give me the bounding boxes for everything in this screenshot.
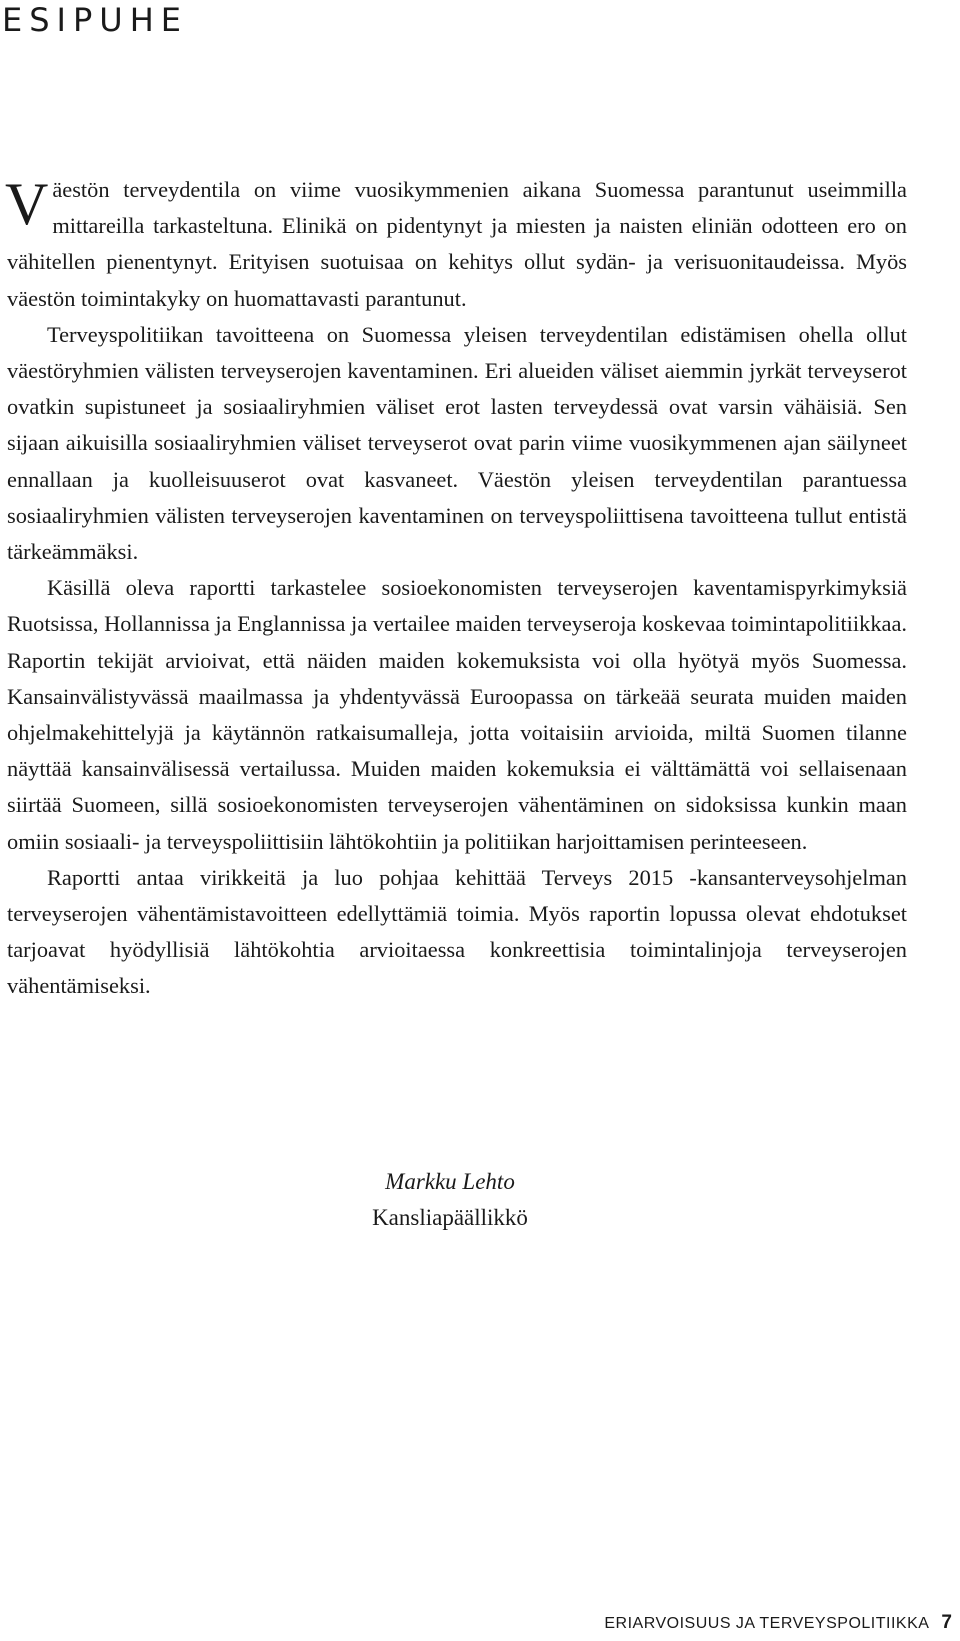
page-footer — [604, 1612, 952, 1634]
drop-cap: V — [5, 171, 49, 237]
signature-title: Kansliapäällikkö — [372, 1205, 528, 1230]
preface-body — [7, 172, 907, 1005]
paragraph-4: Raportti antaa virikkeitä ja luo pohjaa kehittää Terveys 2015 -kansanterveysohjelman terveyserojen vähentämistavoitteen edellyttämiä toimia. Myös raportin lopussa olevat ehdotukset tarjoavat hyödyllisiä lähtökohtia arvioitaessa konkreettisia toimintalinjoja terveyserojen vähentämiseksi. — [7, 864, 907, 999]
paragraph-1-text: äestön terveydentila on viime vuosikymmenien aikana Suomessa parantunut useimmilla mittareilla tarkasteltuna. Elinikä on pidentynyt ja miesten ja naisten eliniän odotteen ero on vähitellen pienentynyt. Erityisen suotuisaa on kehitys ollut sydän- ja verisuonitaudeissa. Myös väestön toimintakyky on huomattavasti parantunut. — [7, 177, 907, 311]
footer-publication-title: ERIARVOISUUS JA TERVEYSPOLITIIKKA — [604, 1615, 930, 1632]
page-heading: ESIPUHE — [2, 1, 188, 39]
paragraph-3: Käsillä oleva raportti tarkastelee sosioekonomisten terveyserojen kaventamispyrkimyksiä Ruotsissa, Hollannissa ja Englannissa ja vertailee maiden terveyseroja koskevaa toimintapolitiikkaa. Raportin tekijät arvioivat, että näiden maiden kokemuksista voi olla hyötyä myös Suomessa. Kansainvälistyvässä maailmassa ja yhdentyvässä Euroopassa on tärkeää seurata muiden maiden ohjelmakehittelyjä ja käytännön ratkaisumalleja, jotta voitaisiin arvioida, miltä Suomen tilanne näyttää kansainvälisessä vertailussa. Muiden maiden kokemuksia ei välttämättä voi sellaisenaan siirtää Suomeen, sillä sosioekonomisten terveyserojen vähentäminen on sidoksissa kunkin maan omiin sosiaali- ja terveyspoliittisiin lähtökohtiin ja politiikan harjoittamisen perinteeseen. — [7, 575, 907, 854]
signature-name: Markku Lehto — [385, 1169, 515, 1194]
paragraph-2: Terveyspolitiikan tavoitteena on Suomessa yleisen terveydentilan edistämisen ohella ollut väestöryhmien välisten terveyserojen kaventaminen. Eri alueiden väliset aiemmin jyrkät terveyserot ovatkin supistuneet ja sosiaaliryhmien väliset erot lasten terveydessä ovat varsin vähäisiä. Sen sijaan aikuisilla sosiaaliryhmien väliset terveyserot ovat parin viime vuosikymmenen ajan säilyneet ennallaan ja kuolleisuuserot ovat kasvaneet. Väestön yleisen terveydentilan parantuessa sosiaaliryhmien välisten terveyserojen kaventaminen on terveyspoliittisena tavoitteena tullut entistä tärkeämmäksi. — [7, 321, 907, 565]
paragraph-1 — [7, 172, 907, 317]
page-number: 7 — [941, 1612, 952, 1633]
